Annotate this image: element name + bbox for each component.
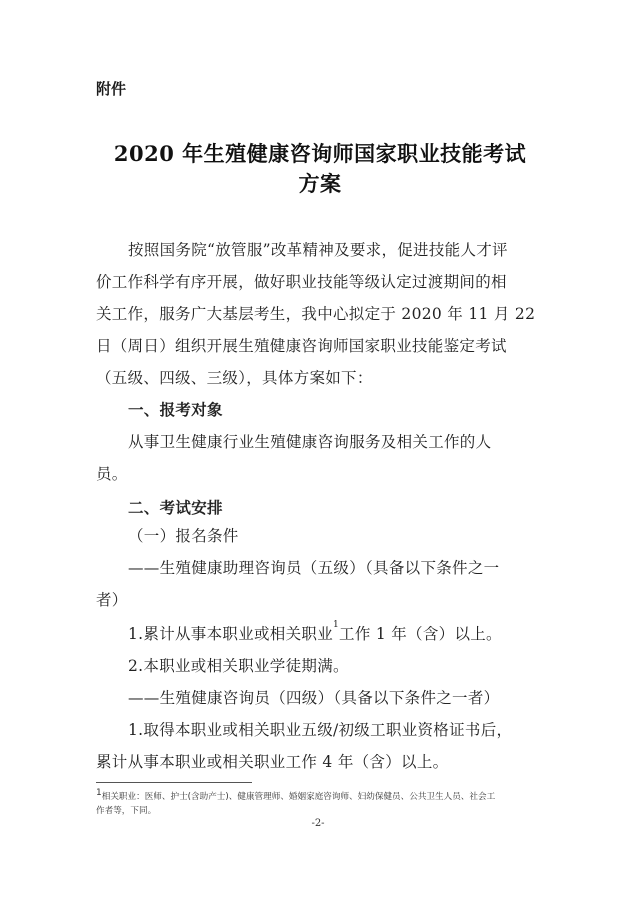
level5-item-1 — [128, 622, 548, 644]
intro-line-4: 日（周日）组织开展生殖健康咨询师国家职业技能鉴定考试 — [96, 337, 507, 355]
footnote-text-1: 相关职业：医师、护士(含助产士)、健康管理师、婚姻家庭咨询师、妇幼保健员、公共卫生人员、社会工 — [101, 792, 496, 802]
section1-body-line-1: 从事卫生健康行业生殖健康咨询服务及相关工作的人 — [128, 433, 492, 451]
document-title-line1: 2020 年生殖健康咨询师国家职业技能考试 — [113, 141, 527, 166]
document-title-line2: 方案 — [298, 171, 342, 196]
level4-item-line-2: 累计从事本职业或相关职业工作 4 年（含）以上。 — [96, 753, 449, 771]
footnote-line-2: 作者等，下同。 — [96, 806, 157, 816]
level4-item-line-1: 1.取得本职业或相关职业五级/初级工职业资格证书后， — [128, 721, 513, 739]
page-number: -2- — [311, 818, 325, 829]
attachment-label: 附件 — [96, 80, 127, 98]
intro-line-2: 价工作科学有序开展，做好职业技能等级认定过渡期间的相 — [96, 273, 507, 291]
level5-item-1-text: 1.累计从事本职业或相关职业 — [128, 625, 333, 643]
section2-heading: 二、考试安排 — [128, 499, 223, 517]
intro-line-5: （五级、四级、三级），具体方案如下： — [96, 369, 373, 387]
level5-item-2: 2.本职业或相关职业学徒期满。 — [128, 657, 349, 675]
footnote-ref: 1 — [333, 620, 340, 630]
section2-sub1: （一）报名条件 — [128, 527, 239, 545]
section1-body-line-2: 员。 — [96, 465, 128, 483]
footnote-marker: 1 — [96, 788, 102, 798]
section1-heading: 一、报考对象 — [128, 401, 223, 419]
footnote-line-1 — [96, 790, 548, 802]
intro-line-3: 关工作，服务广大基层考生，我中心拟定于 2020 年 11 月 22 — [96, 305, 536, 323]
intro-line-1: 按照国务院“放管服”改革精神及要求，促进技能人才评 — [128, 241, 508, 259]
level4-heading: ——生殖健康咨询员（四级）（具备以下条件之一者） — [128, 689, 500, 707]
level5-item-1-text2: 工作 1 年（含）以上。 — [339, 625, 502, 643]
level5-heading-line-1: ——生殖健康助理咨询员（五级）（具备以下条件之一 — [128, 559, 500, 577]
footnote-divider — [96, 782, 252, 783]
level5-heading-line-2: 者） — [96, 591, 128, 609]
